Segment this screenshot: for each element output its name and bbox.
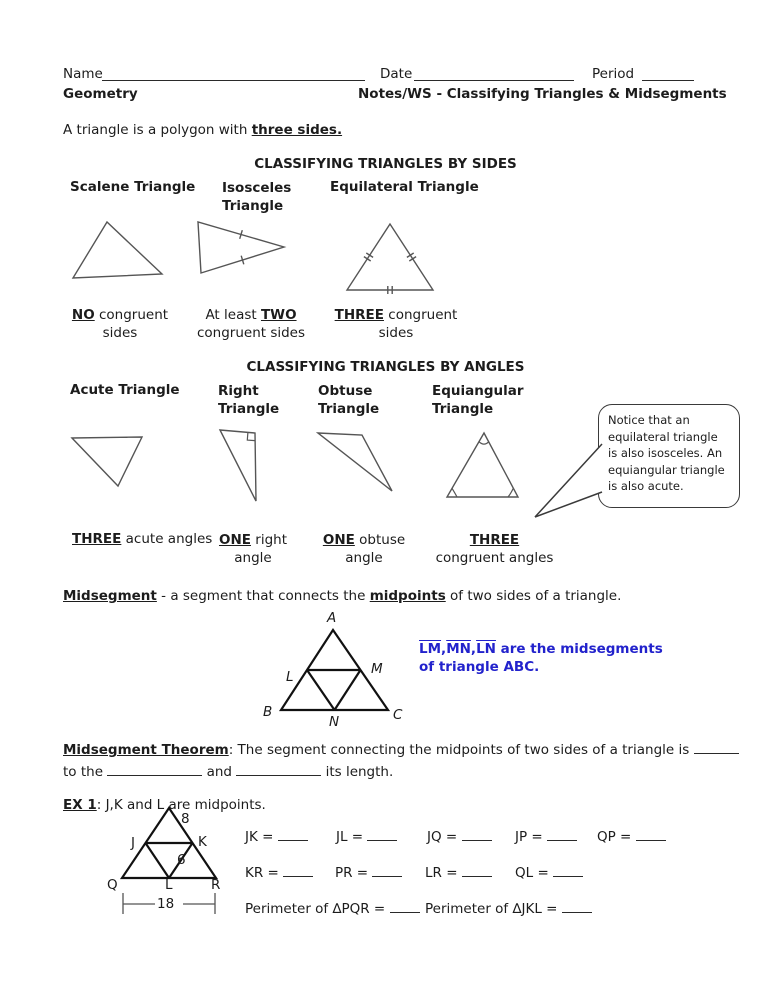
equiangular-caption: THREE congruent angles (435, 532, 554, 566)
midpoint-n-label: N (329, 714, 340, 730)
answer-blank (636, 828, 666, 841)
name-blank-line (102, 68, 365, 81)
answer-item-jq: JQ = (427, 828, 492, 845)
course-title: Geometry (63, 86, 138, 102)
callout-line: is also isosceles. An (608, 446, 723, 461)
intro-lead: A triangle is a polygon with (63, 122, 252, 138)
vertex-r-label: R (211, 877, 221, 893)
midpoint-m-label: M (371, 661, 383, 677)
callout-line: equilateral triangle (608, 429, 718, 444)
period-blank-line (642, 68, 694, 81)
equiangular-triangle-figure (438, 425, 530, 503)
answer-blank (283, 864, 313, 877)
acute-caption: THREE acute angles (72, 531, 213, 547)
theorem-blank-3 (236, 763, 321, 776)
answer-blank (462, 864, 492, 877)
acute-title: Acute Triangle (70, 382, 180, 398)
segment-6-label: 6 (177, 852, 186, 868)
intro-answer: three sides. (251, 122, 343, 138)
answer-blank (372, 864, 402, 877)
midsegments-note: $\overline{LM},\overline{MN},\overline{LN}$ are the midsegments of triangle ABC. (419, 641, 663, 675)
scalene-title: Scalene Triangle (70, 179, 196, 195)
callout-tail (528, 428, 606, 524)
intro-sentence (63, 122, 342, 138)
equilateral-title: Equilateral Triangle (330, 179, 479, 195)
period-label: Period (592, 66, 635, 82)
date-blank-line (414, 68, 574, 81)
vertex-a-label: A (327, 610, 337, 626)
answer-item-ql: QL = (515, 864, 583, 881)
callout-bubble (598, 404, 740, 508)
apex-angle-arc (479, 442, 489, 444)
answer-blank (390, 900, 420, 913)
name-label: Name (63, 66, 103, 82)
answer-blank (278, 828, 308, 841)
angles-section-heading: CLASSIFYING TRIANGLES BY ANGLES (246, 359, 525, 375)
base-18-label: 18 (157, 896, 175, 912)
answer-item-qp: QP = (597, 828, 666, 845)
obtuse-title: Obtuse Triangle (318, 383, 380, 417)
perimeter-pqr-item: Perimeter of ∆PQR = (245, 900, 420, 917)
midpoint-j-label: J (131, 835, 135, 851)
theorem-blank-2 (107, 763, 202, 776)
theorem-line-2: to the and its length. (63, 764, 394, 780)
answer-item-jp: JP = (515, 828, 577, 845)
segment-8-label: 8 (181, 811, 190, 827)
obtuse-caption: ONE obtuse angle (322, 532, 406, 566)
midpoint-l2-label: L (165, 877, 173, 893)
vertex-c-label: C (393, 707, 403, 723)
equilateral-caption: THREE congruent sides (334, 307, 458, 341)
answer-item-kr: KR = (245, 864, 313, 881)
abc-midsegment-figure (268, 612, 418, 722)
equilateral-triangle-figure (338, 218, 442, 296)
callout-line: equiangular triangle (608, 462, 725, 477)
left-angle-arc (452, 488, 457, 497)
answer-item-pr: PR = (335, 864, 402, 881)
answer-blank (553, 864, 583, 877)
answer-item-jl: JL = (336, 828, 397, 845)
theorem-blank-1 (694, 741, 739, 754)
isosceles-title: Isosceles Triangle (222, 180, 292, 214)
right-angle-arc (508, 488, 513, 497)
vertex-q-label: Q (107, 877, 118, 893)
answer-item-jk: JK = (245, 828, 308, 845)
answer-blank (547, 828, 577, 841)
right-title: Right Triangle (218, 383, 280, 417)
callout-line: Notice that an (608, 413, 690, 427)
equiangular-title: Equiangular Triangle (432, 383, 524, 417)
answer-item-lr: LR = (425, 864, 492, 881)
ex1-heading: EX 1: J,K and L are midpoints. (63, 797, 266, 813)
right-angle-mark (247, 432, 255, 440)
scalene-caption: NO congruent sides (71, 307, 169, 341)
doc-title: Notes/WS - Classifying Triangles & Midsegments (358, 86, 727, 102)
isosceles-triangle-figure (192, 216, 292, 278)
obtuse-triangle-figure (313, 429, 398, 497)
date-label: Date (380, 66, 413, 82)
callout-line: is also acute. (608, 479, 684, 494)
isosceles-caption: At least TWO congruent sides (196, 307, 306, 341)
perimeter-jkl-item: Perimeter of ∆JKL = (425, 900, 592, 917)
right-triangle-figure (215, 426, 263, 508)
acute-triangle-figure (66, 430, 151, 492)
midsegment-definition: Midsegment - a segment that connects the midpoints of two sides of a triangle. (63, 588, 622, 604)
answer-blank (562, 900, 592, 913)
scalene-triangle-figure (65, 215, 170, 285)
answer-blank (462, 828, 492, 841)
sides-section-heading: CLASSIFYING TRIANGLES BY SIDES (254, 156, 517, 172)
midpoint-k-label: K (198, 834, 207, 850)
right-caption: ONE right angle (218, 532, 287, 566)
midpoint-l-label: L (286, 669, 294, 685)
answer-blank (367, 828, 397, 841)
theorem-line-1: Midsegment Theorem: The segment connecting the midpoints of two sides of a triangle is (63, 741, 739, 758)
vertex-b-label: B (263, 704, 273, 720)
